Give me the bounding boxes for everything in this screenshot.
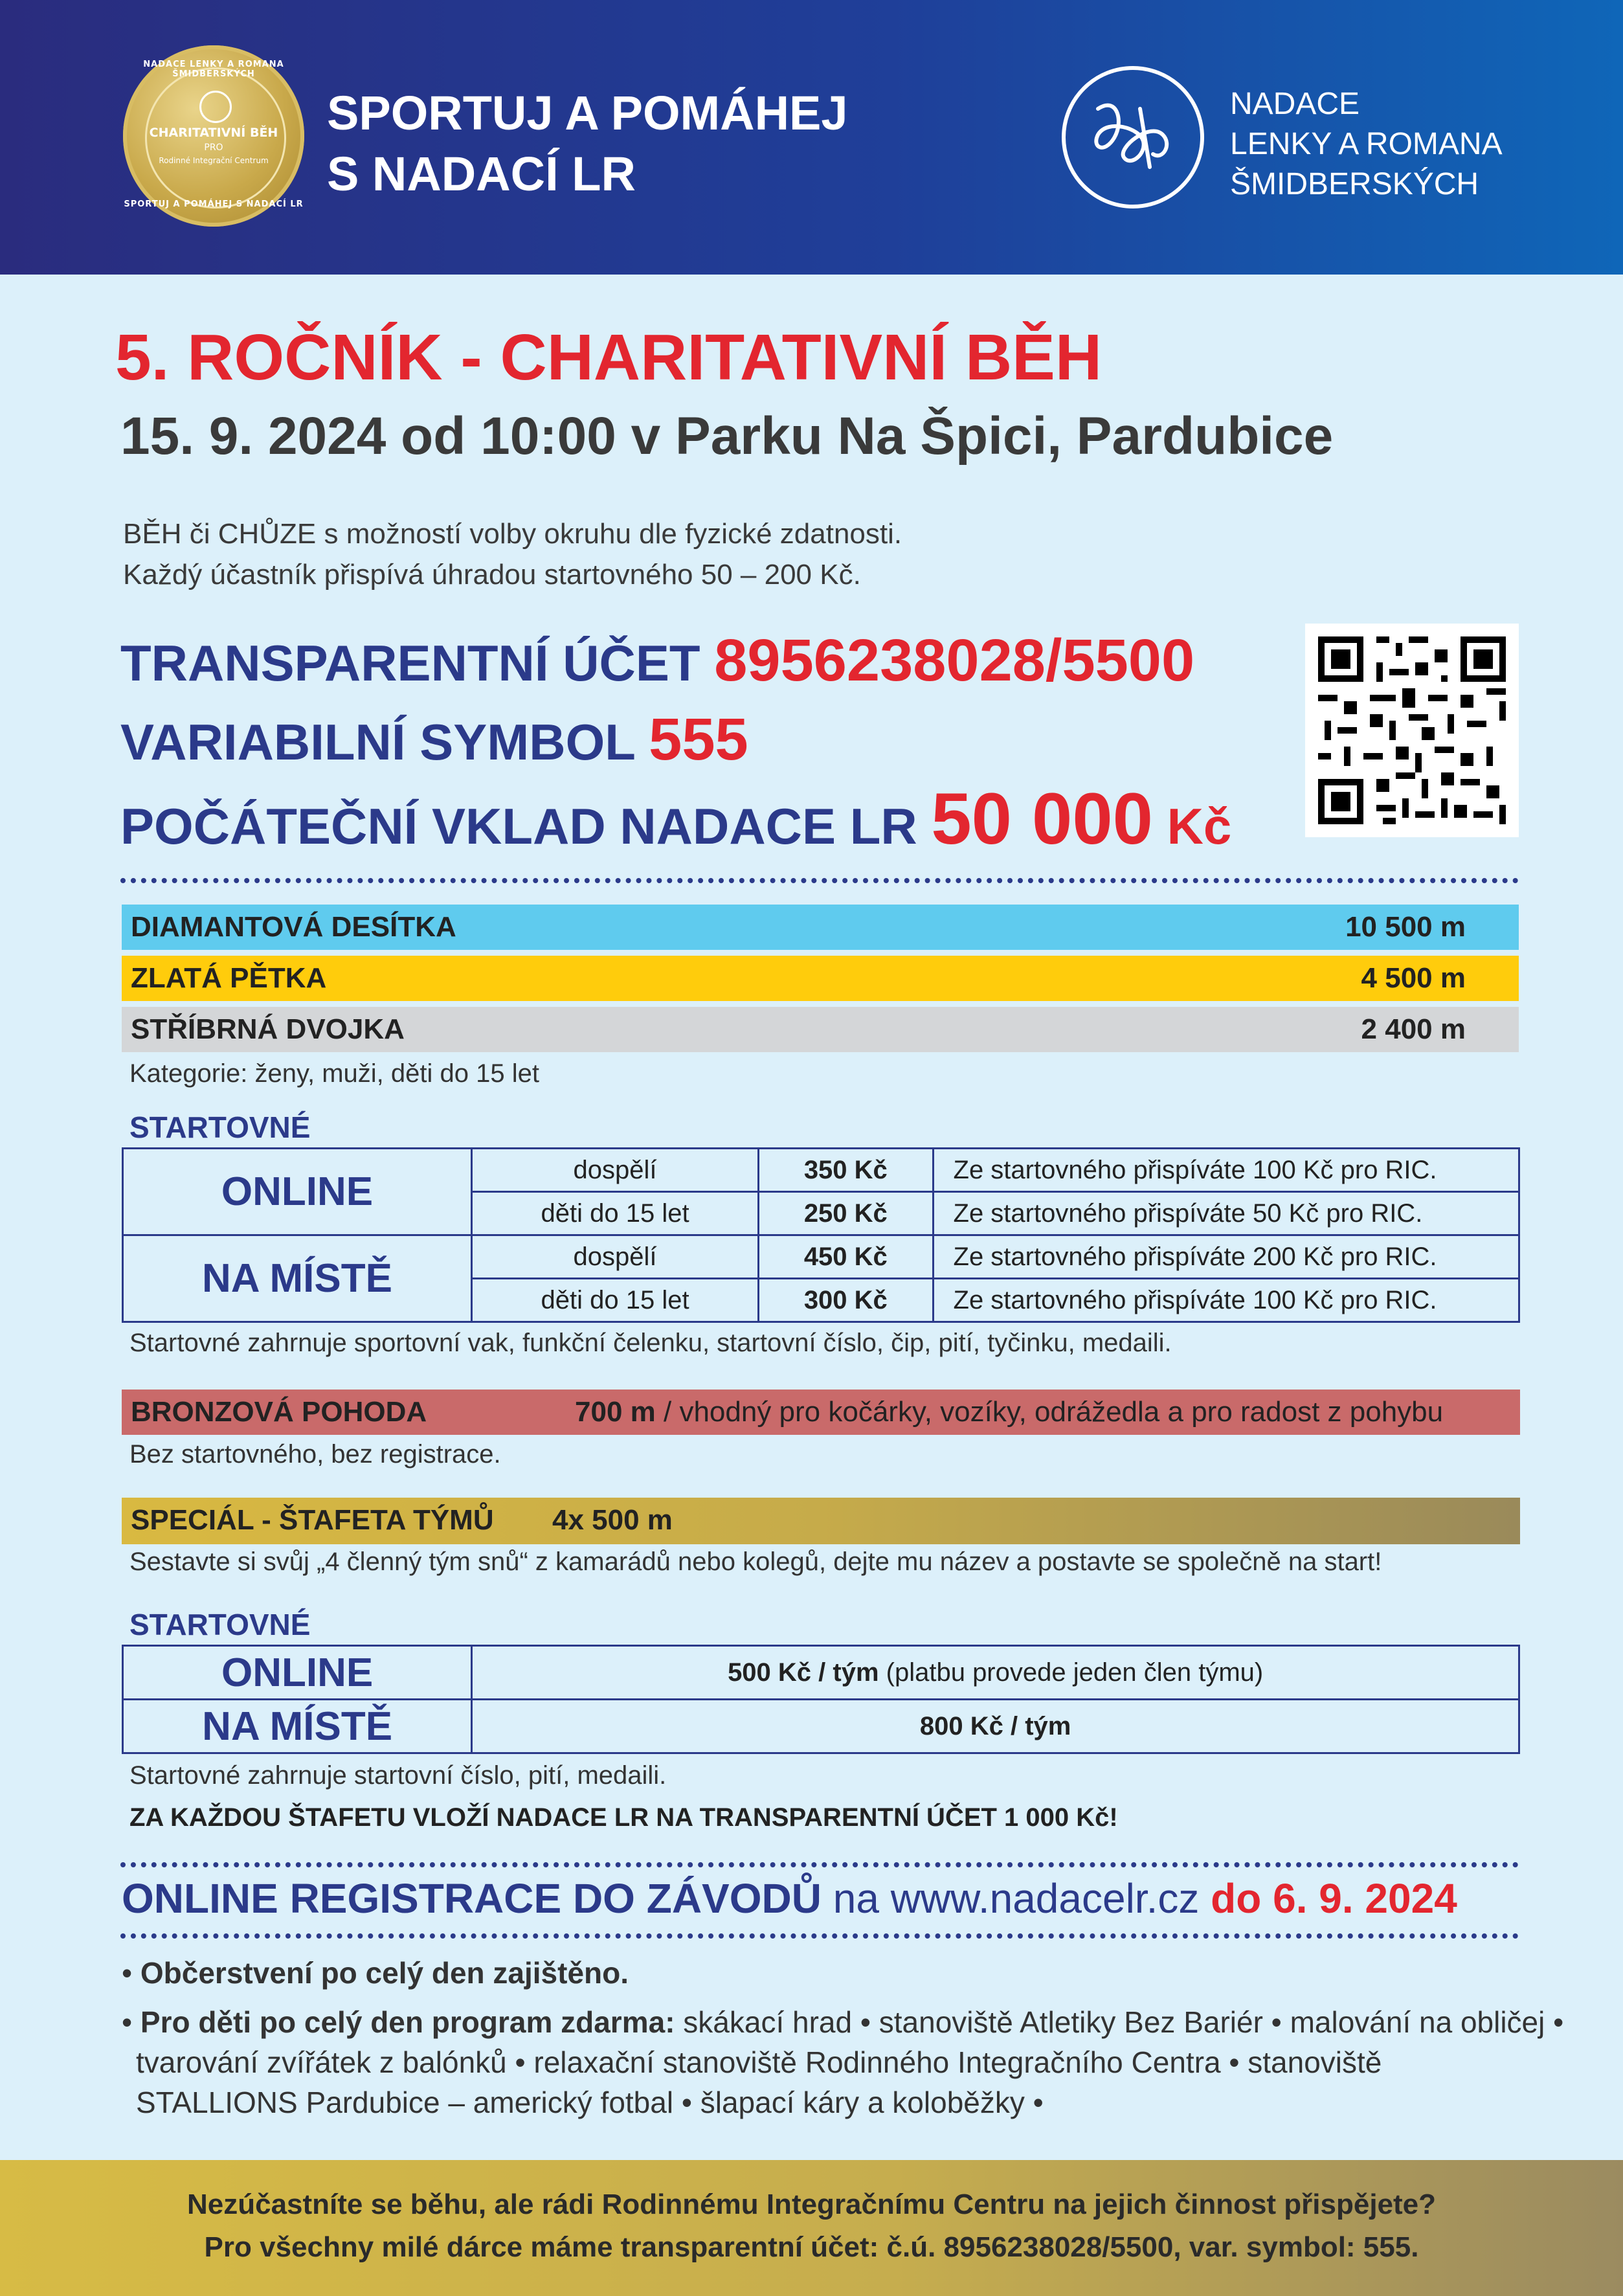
category-distance: 4 500 m: [1361, 962, 1466, 994]
seal-hand-icon: [199, 91, 232, 123]
special-name: SPECIÁL - ŠTAFETA TÝMŮ: [131, 1504, 494, 1536]
fees-heading: STARTOVNÉ: [129, 1110, 311, 1144]
relay-online-price: 500 Kč / tým: [728, 1658, 879, 1687]
table-row: [123, 1646, 1519, 1700]
fee-price: 450 Kč: [759, 1235, 933, 1279]
list-item: • Občerstvení po celý den zajištěno.: [122, 1956, 629, 1990]
kids-program-line3: STALLIONS Pardubice – americký fotbal • šlapací káry a koloběžky •: [136, 2086, 1044, 2119]
dotted-divider-top: [120, 878, 1519, 883]
registration-line: [122, 1874, 1457, 1922]
category-diamond: [122, 905, 1519, 950]
relay-fees-table: [122, 1645, 1520, 1754]
seal-ring-bottom: SPORTUJ A POMÁHEJ S NADACÍ LR: [124, 199, 304, 209]
footer-banner: [0, 2160, 1623, 2296]
foundation-name-line2: LENKY A ROMANA: [1230, 127, 1503, 161]
kids-program-label: Pro děti po celý den program zdarma:: [140, 2005, 675, 2039]
fee-info: Ze startovného přispíváte 50 Kč pro RIC.: [933, 1192, 1519, 1235]
variable-symbol-label: VARIABILNÍ SYMBOL: [120, 714, 635, 771]
fee-who: děti do 15 let: [471, 1279, 758, 1322]
category-special-relay: [122, 1498, 1520, 1544]
fee-price: 300 Kč: [759, 1279, 933, 1322]
kids-program-line1: skákací hrad • stanoviště Atletiky Bez Bariér • malování na obličej •: [675, 2005, 1564, 2039]
kids-program-line2: tvarování zvířátek z balónků • relaxační stanoviště Rodinného Integračního Centra • stanoviště: [136, 2045, 1382, 2079]
variable-symbol-value: 555: [649, 706, 748, 772]
relay-online-label: ONLINE: [123, 1646, 472, 1700]
bank-account-row: [120, 627, 1194, 695]
registration-link[interactable]: na www.nadacelr.cz: [821, 1875, 1211, 1922]
seal-line3: Rodinné Integrační Centrum: [159, 156, 269, 165]
category-name: ZLATÁ PĚTKA: [131, 962, 327, 994]
fee-who: děti do 15 let: [471, 1192, 758, 1235]
intro-line2: Každý účastník přispívá úhradou startovného 50 – 200 Kč.: [123, 559, 861, 591]
initial-deposit-row: [120, 777, 1231, 861]
seal-line2: PRO: [204, 142, 223, 153]
fees-table: [122, 1147, 1520, 1323]
category-bronze: [122, 1390, 1520, 1435]
initial-deposit-value: 50 000: [931, 778, 1153, 859]
footer-line2: Pro všechny milé dárce máme transparentní účet: č.ú. 8956238028/5500, var. symbol: 555.: [204, 2231, 1419, 2263]
registration-deadline: do 6. 9. 2024: [1211, 1875, 1457, 1922]
fee-who: dospělí: [471, 1149, 758, 1192]
category-gold: [122, 956, 1519, 1001]
category-silver: [122, 1007, 1519, 1052]
list-item: • Pro děti po celý den program zdarma: skákací hrad • stanoviště Atletiky Bez Bariér • malování na obličej • tvarování zvířátek z balónků • relaxační stanoviště Rodinného Integračního Centra • stanoviště STALLIONS Pardubice – americký fotbal • šlapací káry a koloběžky •: [122, 2002, 1546, 2122]
relay-online-note: (platbu provede jeden člen týmu): [879, 1658, 1264, 1687]
qr-code-icon[interactable]: [1305, 624, 1519, 837]
fee-info: Ze startovného přispíváte 100 Kč pro RIC.: [933, 1149, 1519, 1192]
variable-symbol-row: [120, 706, 748, 774]
bank-account-label: TRANSPARENTNÍ ÚČET: [120, 635, 700, 692]
foundation-logo-icon: [1062, 66, 1204, 208]
relay-online-price-cell: [472, 1646, 1519, 1700]
intro-line1: BĚH či CHŮZE s možností volby okruhu dle fyzické zdatnosti.: [123, 518, 902, 550]
fee-who: dospělí: [471, 1235, 758, 1279]
header-title-line2: S NADACÍ LR: [327, 147, 636, 201]
registration-label: ONLINE REGISTRACE DO ZÁVODŮ: [122, 1875, 822, 1922]
relay-onsite-price: 800 Kč / tým: [472, 1700, 1519, 1753]
table-row: [123, 1235, 1519, 1279]
relay-includes: Startovné zahrnuje startovní číslo, pití, medaili.: [129, 1761, 667, 1790]
dotted-divider-mid: [120, 1862, 1519, 1867]
seal-ring-top: NADACE LENKY A ROMANA ŠMIDBERSKÝCH: [143, 60, 284, 79]
category-distance: 10 500 m: [1345, 911, 1466, 943]
header-title: [327, 83, 848, 205]
initial-deposit-label: POČÁTEČNÍ VKLAD NADACE LR: [120, 798, 917, 855]
table-row: [123, 1700, 1519, 1753]
special-description: Sestavte si svůj „4 členný tým snů“ z kamarádů nebo kolegů, dejte mu název a postavte se společně na start!: [129, 1548, 1382, 1576]
fees-onsite-label: NA MÍSTĚ: [123, 1235, 472, 1322]
dotted-divider-bottom: [120, 1933, 1519, 1939]
fees-includes: Startovné zahrnuje sportovní vak, funkční čelenku, startovní číslo, čip, pití, tyčinku, medaili.: [129, 1329, 1172, 1357]
table-row: [123, 1149, 1519, 1192]
seal-line1: CHARITATIVNÍ BĚH: [149, 126, 278, 140]
footer-line1: Nezúčastníte se běhu, ale rádi Rodinnému Integračnímu Centru na jejich činnost přispějete?: [186, 2189, 1437, 2220]
fee-price: 350 Kč: [759, 1149, 933, 1192]
relay-onsite-label: NA MÍSTĚ: [123, 1700, 472, 1753]
initial-deposit-currency: Kč: [1167, 798, 1232, 855]
fee-info: Ze startovného přispíváte 200 Kč pro RIC.: [933, 1235, 1519, 1279]
category-distance: 2 400 m: [1361, 1013, 1466, 1045]
bronze-description: / vhodný pro kočárky, vozíky, odrážedla a pro radost z pohybu: [655, 1396, 1444, 1428]
bronze-details: [575, 1396, 1443, 1428]
seal-icon: [123, 45, 304, 227]
foundation-name-line1: NADACE: [1230, 87, 1360, 121]
bank-account-value: 8956238028/5500: [714, 627, 1195, 693]
category-name: STŘÍBRNÁ DVOJKA: [131, 1013, 405, 1045]
foundation-name-line3: ŠMIDBERSKÝCH: [1230, 167, 1479, 201]
event-title: 5. ROČNÍK - CHARITATIVNÍ BĚH: [115, 321, 1103, 394]
bronze-distance: 700 m: [575, 1396, 656, 1428]
relay-bonus: ZA KAŽDOU ŠTAFETU VLOŽÍ NADACE LR NA TRANSPARENTNÍ ÚČET 1 000 Kč!: [129, 1803, 1118, 1832]
bronze-note: Bez startovného, bez registrace.: [129, 1440, 501, 1469]
header-title-line1: SPORTUJ A POMÁHEJ: [327, 86, 848, 140]
categories-note: Kategorie: ženy, muži, děti do 15 let: [129, 1059, 539, 1088]
fee-info: Ze startovného přispíváte 100 Kč pro RIC.: [933, 1279, 1519, 1322]
fees-online-label: ONLINE: [123, 1149, 472, 1235]
special-distance: 4x 500 m: [552, 1504, 673, 1536]
relay-fees-heading: STARTOVNÉ: [129, 1608, 311, 1641]
event-date-place: 15. 9. 2024 od 10:00 v Parku Na Špici, Pardubice: [120, 407, 1334, 466]
foundation-name: [1230, 84, 1503, 205]
refreshments: Občerstvení po celý den zajištěno.: [140, 1956, 629, 1990]
fee-price: 250 Kč: [759, 1192, 933, 1235]
category-name: DIAMANTOVÁ DESÍTKA: [131, 911, 456, 943]
header-banner: [0, 0, 1623, 275]
bronze-name: BRONZOVÁ POHODA: [131, 1396, 427, 1428]
